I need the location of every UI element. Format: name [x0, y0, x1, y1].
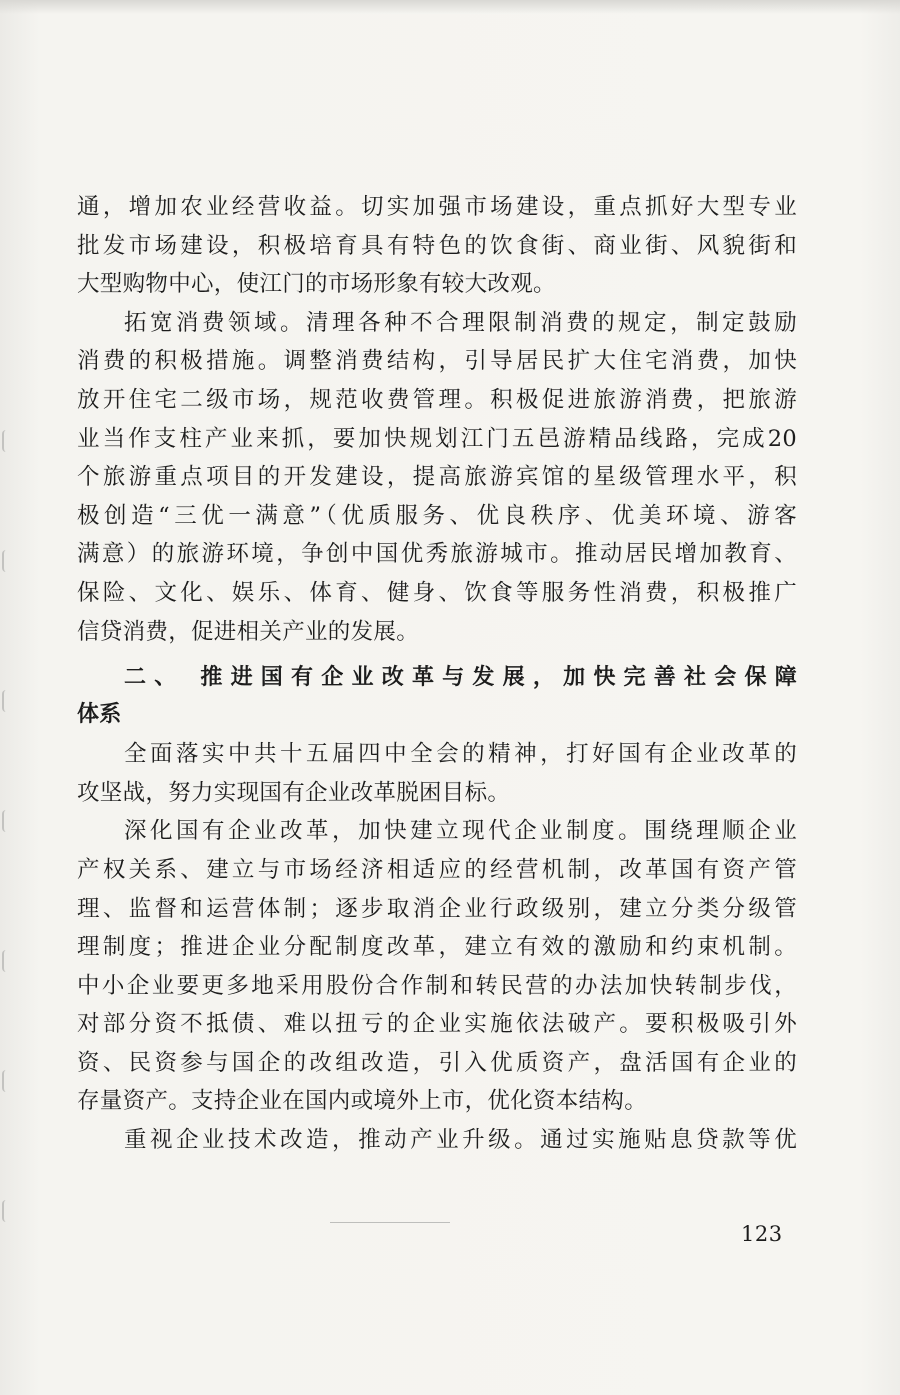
footer-rule [330, 1222, 450, 1223]
text-line: 信贷消费，促进相关产业的发展。 [77, 618, 420, 645]
text-line: 攻坚战，努力实现国有企业改革脱困目标。 [77, 779, 511, 806]
text-line: 资、民资参与国企的改组改造，引入优质资产，盘活国有企业的 [77, 1049, 797, 1076]
text-line: 个旅游重点项目的开发建设，提高旅游宾馆的星级管理水平，积 [77, 464, 797, 491]
text-line: 深化国有企业改革，加快建立现代企业制度。围绕理顺企业 [124, 818, 797, 845]
text-line: 拓宽消费领域。清理各种不合理限制消费的规定，制定鼓励 [124, 309, 797, 336]
text-line: 大型购物中心，使江门的市场形象有较大改观。 [77, 271, 556, 298]
paragraph-expand-consumption [77, 304, 797, 651]
text-line: 消费的积极措施。调整消费结构，引导居民扩大住宅消费，加快 [77, 348, 797, 375]
text-line: 放开住宅二级市场，规范收费管理。积极促进旅游消费，把旅游 [77, 386, 797, 413]
text-line: 满意）的旅游环境，争创中国优秀旅游城市。推动居民增加教育、 [77, 541, 797, 568]
text-line: 重视企业技术改造，推动产业升级。通过实施贴息贷款等优 [124, 1127, 797, 1154]
page-number: 123 [741, 1222, 783, 1246]
text-line: 存量资产。支持企业在国内或境外上市，优化资本结构。 [77, 1088, 648, 1115]
heading-line: 二、 推进国有企业改革与发展，加快完善社会保障 [124, 665, 797, 691]
text-line: 业当作支柱产业来抓，要加快规划江门五邑游精品线路，完成20 [77, 425, 797, 452]
text-line: 全面落实中共十五届四中全会的精神，打好国有企业改革的 [124, 741, 797, 768]
text-line: 理、监督和运营体制；逐步取消企业行政级别，建立分类分级管 [77, 895, 797, 922]
text-line: 中小企业要更多地采用股份合作制和转民营的办法加快转制步伐， [77, 972, 797, 999]
paragraph-market-construction [77, 188, 797, 304]
section-heading [77, 659, 797, 733]
paragraph-deepen-reform [77, 812, 797, 1121]
page-top-shadow [0, 0, 900, 14]
body-text [77, 188, 797, 1160]
text-line: 极创造“三优一满意”（优质服务、优良秩序、优美环境、游客 [77, 502, 797, 529]
text-line: 产权关系、建立与市场经济相适应的经营机制，改革国有资产管 [77, 856, 797, 883]
text-line: 保险、文化、娱乐、体育、健身、饮食等服务性消费，积极推广 [77, 579, 797, 606]
text-line: 批发市场建设，积极培育具有特色的饮食街、商业街、风貌街和 [77, 232, 797, 259]
paragraph-reform-goal [77, 735, 797, 812]
paragraph-technical-upgrade [77, 1121, 797, 1160]
text-line: 通，增加农业经营收益。切实加强市场建设，重点抓好大型专业 [77, 194, 797, 220]
heading-line: 体系 [77, 702, 122, 728]
text-line: 理制度；推进企业分配制度改革，建立有效的激励和约束机制。 [77, 934, 797, 961]
text-line: 对部分资不抵债、难以扭亏的企业实施依法破产。要积极吸引外 [77, 1011, 797, 1038]
binding-marks [0, 430, 14, 1250]
